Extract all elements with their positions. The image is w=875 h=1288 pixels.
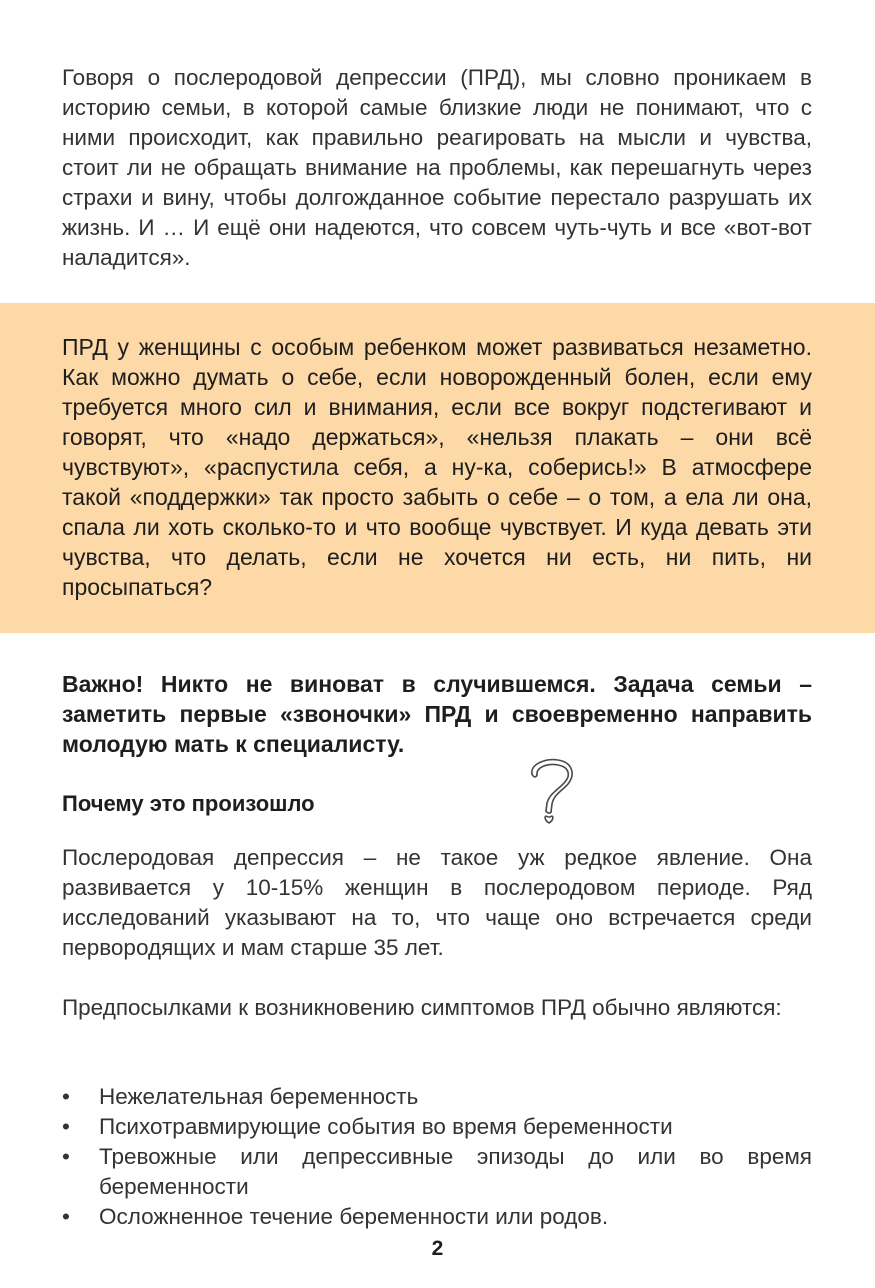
- section-heading: Почему это произошло: [62, 791, 315, 816]
- intro-paragraph: Говоря о послеродовой депрессии (ПРД), мы словно проникаем в историю семьи, в которой самые близкие люди не понимают, что с ними происходит, как правильно реагировать на мысли и чувства, стоит ли не обращать внимание на проблемы, как перешагнуть через страхи и вину, чтобы долгожданное событие перестало разрушать их жизнь. И … И ещё они надеются, что совсем чуть-чуть и все «вот-вот наладится».: [62, 65, 812, 270]
- section-paragraph-2: Предпосылками к возникновению симптомов ПРД обычно являются:: [62, 995, 782, 1020]
- bullet-icon: •: [62, 1144, 70, 1169]
- list-item: [62, 1082, 812, 1112]
- bullet-icon: •: [62, 1114, 70, 1139]
- question-mark-doodle-icon: [524, 756, 580, 826]
- list-item-text: Тревожные или депрессивные эпизоды до или во время беременности: [99, 1144, 812, 1199]
- list-item: [62, 1202, 812, 1232]
- list-item-text: Нежелательная беременность: [99, 1084, 419, 1109]
- page-number: 2: [431, 1237, 444, 1260]
- bullet-icon: •: [62, 1084, 70, 1109]
- list-item: [62, 1142, 812, 1202]
- bullet-icon: •: [62, 1204, 70, 1229]
- section-paragraph-1: Послеродовая депрессия – не такое уж редкое явление. Она развивается у 10-15% женщин в послеродовом периоде. Ряд исследований указывают на то, что чаще оно встречается среди первородящих и мам старше 35 лет.: [62, 845, 812, 960]
- list-item-text: Психотравмирующие события во время беременности: [99, 1114, 673, 1139]
- list-item-text: Осложненное течение беременности или родов.: [99, 1204, 609, 1229]
- important-note: Важно! Никто не виноват в случившемся. Задача семьи – заметить первые «звоночки» ПРД и своевременно направить молодую мать к специалисту.: [62, 671, 812, 757]
- list-item: [62, 1112, 812, 1142]
- highlight-paragraph: ПРД у женщины с особым ребенком может развиваться незаметно. Как можно думать о себе, если новорожденный болен, если ему требуется много сил и внимания, если все вокруг подстегивают и говорят, что «надо держаться», «нельзя плакать – они всё чувствуют», «распустила себя, а ну-ка, соберись!» В атмосфере такой «поддержки» так просто забыть о себе – о том, а ела ли она, спала ли хоть сколько-то и что вообще чувствует. И куда девать эти чувства, что делать, если не хочется ни есть, ни пить, ни просыпаться?: [62, 334, 812, 600]
- risk-factors-list: [62, 1082, 812, 1232]
